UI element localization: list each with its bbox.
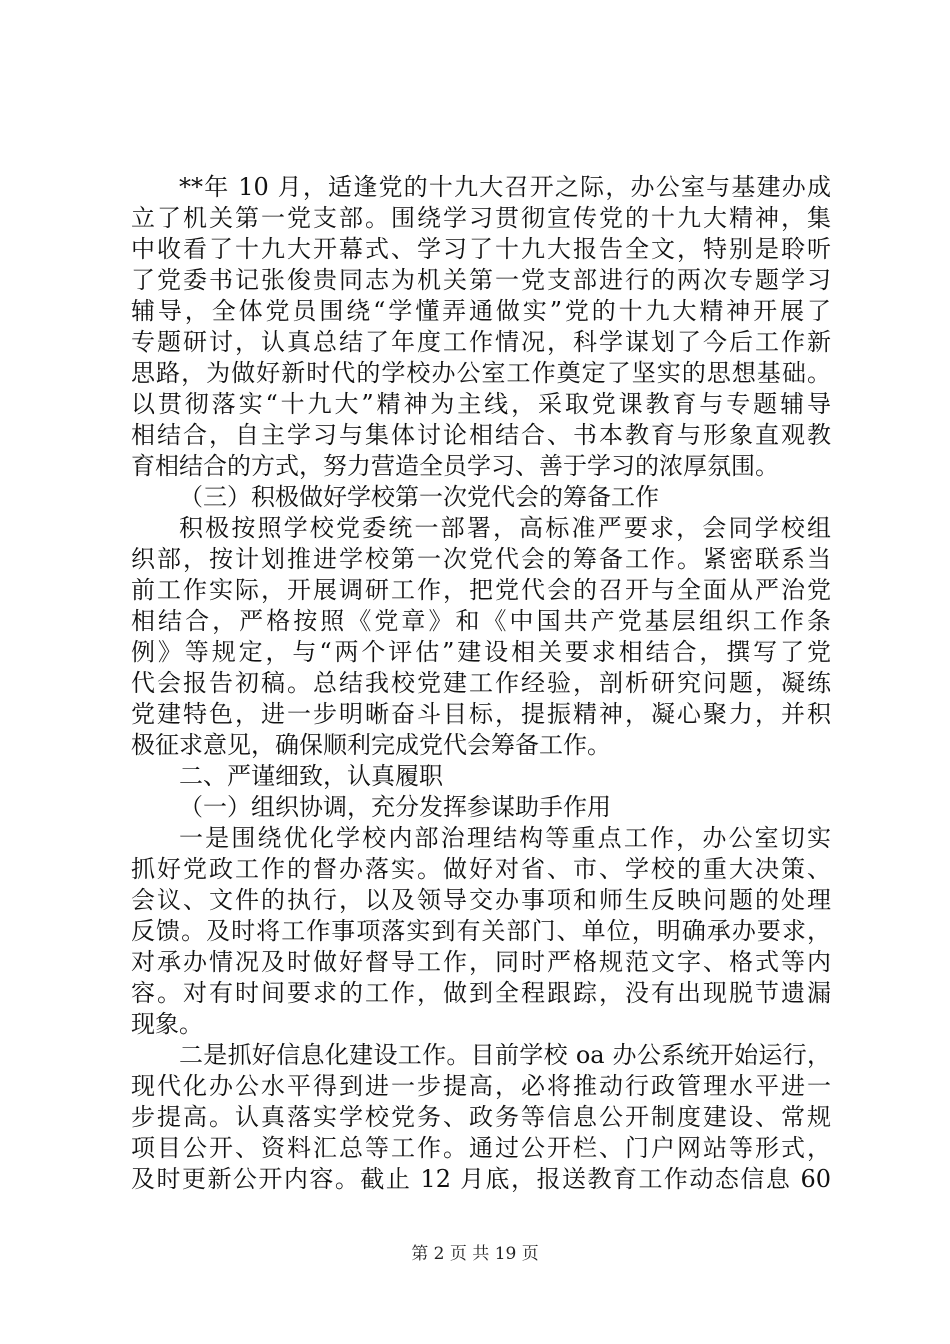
text-line: 积极按照学校党委统一部署，高标准严要求，会同学校组 bbox=[179, 514, 831, 542]
text-line: 中收看了十九大开幕式、学习了十九大报告全文，特别是聆听 bbox=[131, 235, 831, 263]
text-line: 抓好党政工作的督办落实。做好对省、市、学校的重大决策、 bbox=[131, 855, 831, 883]
text-line: 立了机关第一党支部。围绕学习贯彻宣传党的十九大精神，集 bbox=[131, 204, 831, 232]
text-line: 辅导，全体党员围绕“学懂弄通做实”党的十九大精神开展了 bbox=[131, 297, 831, 325]
text-line: 现代化办公水平得到进一步提高，必将推动行政管理水平进一 bbox=[131, 1072, 831, 1100]
text-line: 了党委书记张俊贵同志为机关第一党支部进行的两次专题学习 bbox=[131, 266, 831, 294]
text-line: （一）组织协调，充分发挥参谋助手作用 bbox=[179, 793, 611, 821]
text-line: 前工作实际，开展调研工作，把党代会的召开与全面从严治党 bbox=[131, 576, 831, 604]
text-line: 相结合，自主学习与集体讨论相结合、书本教育与形象直观教 bbox=[131, 421, 831, 449]
text-line: 会议、文件的执行，以及领导交办事项和师生反映问题的处理 bbox=[131, 886, 831, 914]
text-line: 相结合，严格按照《党章》和《中国共产党基层组织工作条 bbox=[131, 607, 831, 635]
text-line: 二是抓好信息化建设工作。目前学校 oa 办公系统开始运行， bbox=[179, 1041, 831, 1069]
text-line: 二、严谨细致，认真履职 bbox=[179, 762, 443, 790]
text-line: 思路，为做好新时代的学校办公室工作奠定了坚实的思想基础。 bbox=[131, 359, 831, 387]
text-line: 及时更新公开内容。截止 12 月底，报送教育工作动态信息 60 bbox=[131, 1165, 831, 1193]
text-line: 织部，按计划推进学校第一次党代会的筹备工作。紧密联系当 bbox=[131, 545, 831, 573]
text-line: 步提高。认真落实学校党务、政务等信息公开制度建设、常规 bbox=[131, 1103, 831, 1131]
text-line: 容。对有时间要求的工作，做到全程跟踪，没有出现脱节遗漏 bbox=[131, 979, 831, 1007]
page-footer: 第 2 页 共 19 页 bbox=[411, 1244, 539, 1264]
text-line: 以贯彻落实“十九大”精神为主线，采取党课教育与专题辅导 bbox=[131, 390, 831, 418]
text-line: 反馈。及时将工作事项落实到有关部门、单位，明确承办要求， bbox=[131, 917, 831, 945]
text-line: 例》等规定，与“两个评估”建设相关要求相结合，撰写了党 bbox=[131, 638, 831, 666]
text-line: 育相结合的方式，努力营造全员学习、善于学习的浓厚氛围。 bbox=[131, 452, 779, 480]
text-line: （三）积极做好学校第一次党代会的筹备工作 bbox=[179, 483, 659, 511]
text-line: 现象。 bbox=[131, 1010, 203, 1038]
text-line: 项目公开、资料汇总等工作。通过公开栏、门户网站等形式， bbox=[131, 1134, 831, 1162]
text-line: 代会报告初稿。总结我校党建工作经验，剖析研究问题，凝练 bbox=[131, 669, 831, 697]
text-line: **年 10 月，适逢党的十九大召开之际，办公室与基建办成 bbox=[179, 173, 831, 201]
text-line: 极征求意见，确保顺利完成党代会筹备工作。 bbox=[131, 731, 611, 759]
document-body bbox=[131, 172, 831, 1195]
text-line: 对承办情况及时做好督导工作，同时严格规范文字、格式等内 bbox=[131, 948, 831, 976]
text-line: 专题研讨，认真总结了年度工作情况，科学谋划了今后工作新 bbox=[131, 328, 831, 356]
text-line: 一是围绕优化学校内部治理结构等重点工作，办公室切实 bbox=[179, 824, 831, 852]
text-line: 党建特色，进一步明晰奋斗目标，提振精神，凝心聚力，并积 bbox=[131, 700, 831, 728]
